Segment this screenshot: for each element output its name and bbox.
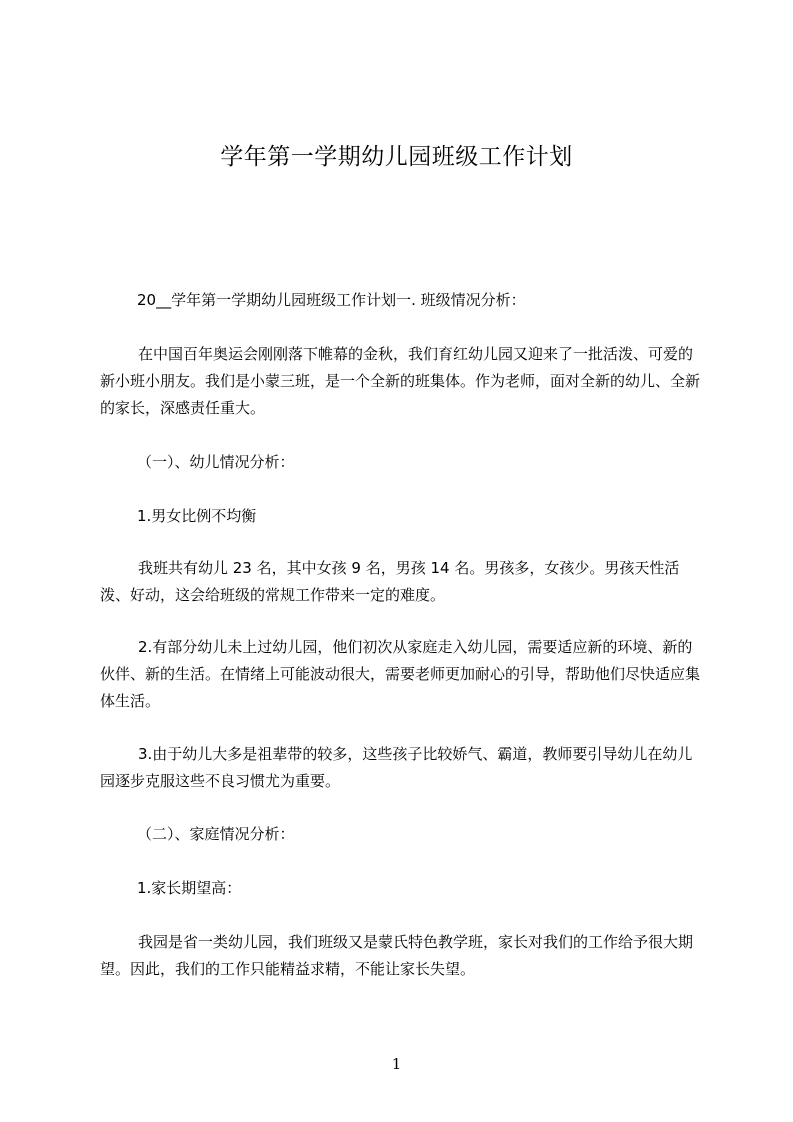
kindergarten-adaptation-paragraph: 2.有部分幼儿未上过幼儿园，他们初次从家庭走入幼儿园，需要适应新的环境、新的伙伴、新的生活。在情绪上可能波动很大，需要老师更加耐心的引导，帮助他们尽快适应集体生活。 [100, 638, 701, 710]
item-heading-parent-expectations: 1.家长期望高： [137, 879, 242, 897]
item-heading-gender-ratio: 1.男女比例不均衡 [137, 507, 257, 525]
document-title: 学年第一学期幼儿园班级工作计划 [220, 144, 573, 170]
intro-line: 20__学年第一学期幼儿园班级工作计划一. 班级情况分析： [137, 291, 526, 309]
gender-ratio-paragraph: 我班共有幼儿 23 名，其中女孩 9 名，男孩 14 名。男孩多，女孩少。男孩天性活泼、好动，这会给班级的常规工作带来一定的难度。 [100, 559, 680, 604]
page-number: 1 [391, 1055, 402, 1073]
section-heading-children: （一）、幼儿情况分析： [137, 453, 295, 471]
parent-expectations-paragraph: 我园是省一类幼儿园，我们班级又是蒙氏特色教学班，家长对我们的工作给予很大期望。因此，我们的工作只能精益求精，不能让家长失望。 [100, 933, 694, 978]
intro-paragraph: 在中国百年奥运会刚刚落下帷幕的金秋，我们育红幼儿园又迎来了一批活泼、可爱的新小班小朋友。我们是小蒙三班，是一个全新的班集体。作为老师，面对全新的幼儿、全新的家长，深感责任重大。 [100, 345, 701, 417]
section-heading-family: （二）、家庭情况分析： [137, 825, 295, 843]
grandparents-care-paragraph: 3.由于幼儿大多是祖辈带的较多，这些孩子比较娇气、霸道，教师要引导幼儿在幼儿园逐步克服这些不良习惯尤为重要。 [100, 745, 693, 790]
